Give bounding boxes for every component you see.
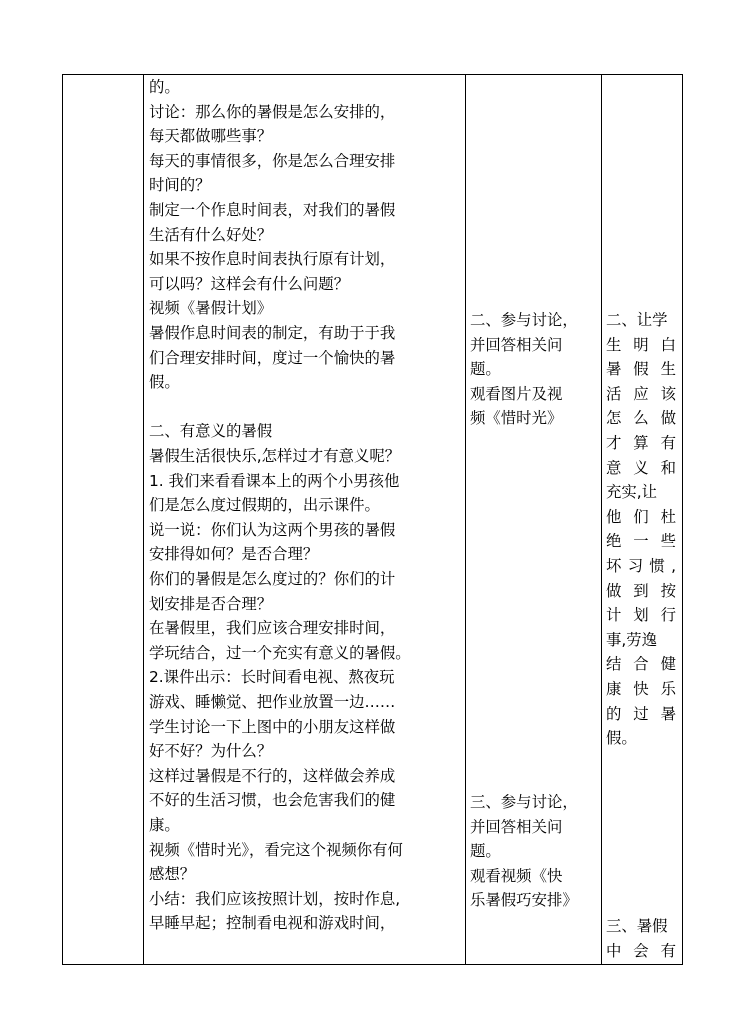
- text-line: 暑假生活很快乐,怎样过才有意义呢？: [149, 447, 401, 465]
- design-intent-cell: [602, 75, 683, 965]
- text-line: 坏 习 惯 ,: [606, 557, 676, 575]
- text-line: 讨论：那么你的暑假是怎么安排的，: [149, 102, 396, 121]
- text-line: 2.课件出示：长时间看电视、熬夜玩: [149, 668, 395, 687]
- text-line: 1. 我们来看看课本上的两个小男孩他: [149, 471, 400, 490]
- text-line: 们合理安排时间，度过一个愉快的暑: [149, 348, 396, 367]
- lesson-plan-table: [62, 74, 683, 965]
- text-line: 时间的？: [149, 176, 211, 195]
- text-line: 结 合 健: [606, 655, 676, 674]
- text-line: 学玩结合，过一个充实有意义的暑假。: [149, 643, 411, 662]
- text-line: 小结：我们应该按照计划，按时作息,: [149, 889, 401, 908]
- text-line: 你们的暑假是怎么度过的？你们的计: [149, 570, 396, 588]
- text-line: 暑假作息时间表的制定，有助于于我: [149, 324, 396, 342]
- text-line: 二、参与讨论，: [470, 311, 578, 329]
- text-line: 每天的事情很多，你是怎么合理安排: [149, 151, 396, 170]
- text-line: 事,劳逸: [606, 630, 658, 649]
- text-line: 活 应 该: [606, 384, 676, 403]
- text-line: 在暑假里，我们应该合理安排时间，: [149, 619, 396, 638]
- text-line: 暑 假 生: [606, 360, 676, 379]
- text-line: 观看视频《快: [470, 866, 563, 885]
- text-line: 生 明 白: [606, 335, 676, 354]
- text-line: 二、有意义的暑假: [149, 422, 273, 441]
- text-line: 观看图片及视: [470, 384, 563, 403]
- text-line: 学生讨论一下上图中的小朋友这样做: [149, 717, 396, 736]
- text-line: 并回答相关问: [470, 335, 563, 354]
- text-line: 的 过 暑: [606, 704, 676, 723]
- text-line: 题。: [470, 842, 501, 861]
- text-line: 这样过暑假是不行的，这样做会养成: [149, 766, 396, 785]
- text-line: 不好的生活习惯，也会危害我们的健: [149, 791, 396, 810]
- text-line: 制定一个作息时间表，对我们的暑假: [149, 201, 396, 219]
- text-line: 视频《暑假计划》: [149, 299, 273, 318]
- text-line: 视频《惜时光》，看完这个视频你有何: [149, 840, 403, 859]
- text-line: 划安排是否合理？: [149, 594, 273, 613]
- text-line: 康 快 乐: [606, 680, 676, 698]
- text-line: 并回答相关问: [470, 817, 563, 836]
- text-line: 三、暑假: [606, 917, 668, 935]
- text-line: 每天都做哪些事？: [149, 127, 273, 146]
- text-line: 的。: [149, 78, 180, 96]
- text-line: 绝 一 些: [606, 532, 676, 551]
- text-line: 们是怎么度过假期的，出示课件。: [149, 496, 380, 515]
- text-line: 好不好？为什么？: [149, 742, 273, 761]
- text-line: 题。: [470, 360, 501, 379]
- text-line: 二、让学: [606, 311, 668, 329]
- text-line: 计 划 行: [606, 606, 676, 625]
- text-line: 他 们 杜: [606, 507, 676, 526]
- text-line: 可以吗？这样会有什么问题？: [149, 274, 350, 293]
- text-line: 三、参与讨论，: [470, 793, 578, 811]
- text-line: 早睡早起；控制看电视和游戏时间，: [149, 914, 396, 933]
- text-line: 假。: [606, 729, 637, 748]
- student-activity-cell: [466, 75, 602, 965]
- text-line: 生活有什么好处？: [149, 225, 273, 244]
- text-line: 如果不按作息时间表执行原有计划，: [149, 250, 396, 269]
- text-line: 意 义 和: [606, 458, 676, 477]
- text-line: 康。: [149, 816, 180, 834]
- text-line: 做 到 按: [606, 581, 676, 600]
- text-line: 才 算 有: [606, 434, 676, 452]
- text-line: 频《惜时光》: [470, 409, 563, 428]
- text-line: 充实,让: [606, 483, 658, 502]
- text-line: 游戏、睡懒觉、把作业放置一边……: [149, 693, 396, 711]
- text-line: 假。: [149, 373, 180, 392]
- teacher-activity-cell: [144, 75, 466, 965]
- stage-column-cell: [63, 75, 144, 965]
- table-row: [63, 75, 683, 965]
- text-line: 说一说：你们认为这两个男孩的暑假: [149, 520, 396, 539]
- text-line: 怎 么 做: [606, 409, 676, 428]
- text-line: 安排得如何？是否合理？: [149, 545, 319, 564]
- text-line: 中 会 有: [606, 941, 676, 960]
- text-line: 乐暑假巧安排》: [470, 891, 578, 910]
- text-line: 感想？: [149, 865, 196, 884]
